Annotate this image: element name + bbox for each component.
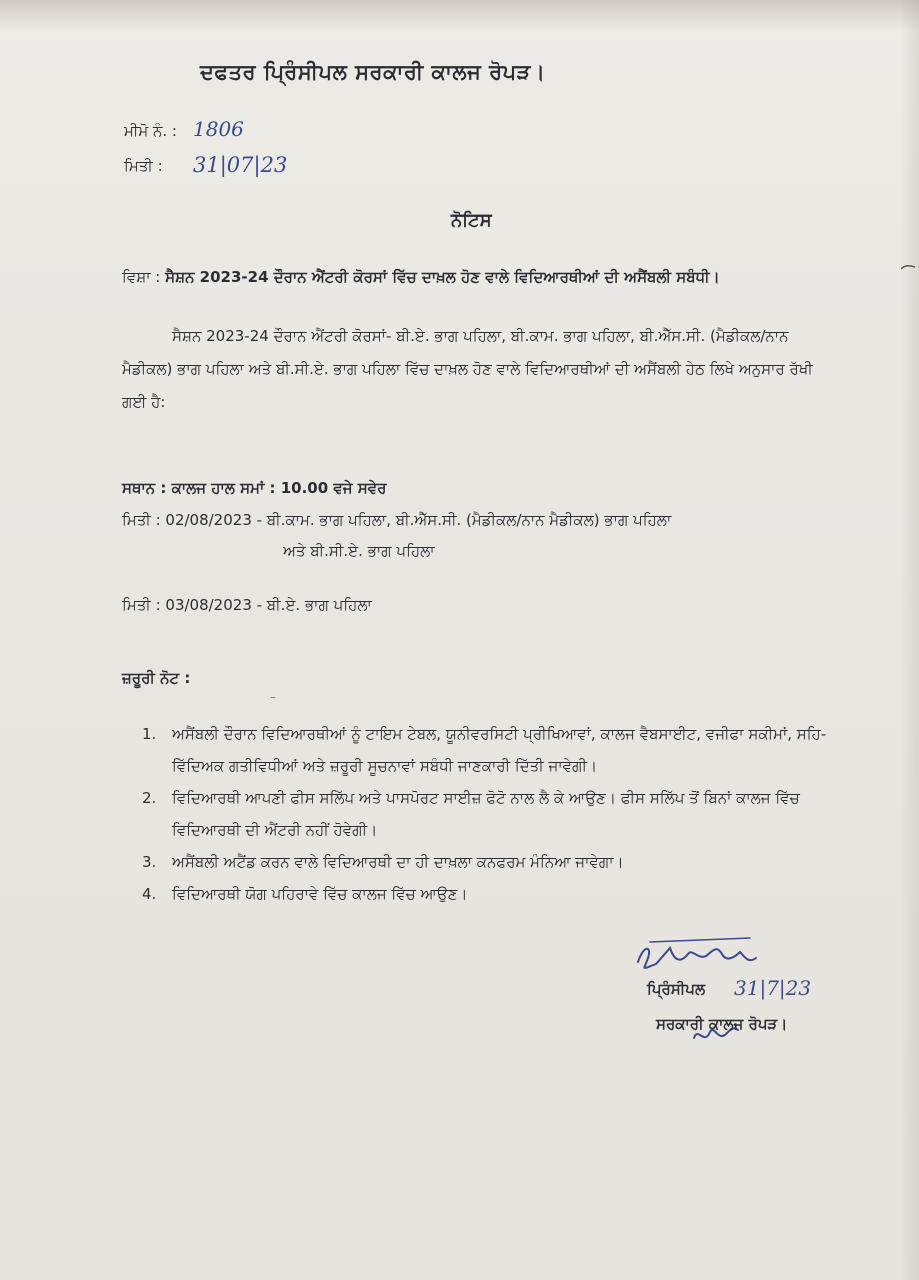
place-time-line: ਸਥਾਨ : ਕਾਲਜ ਹਾਲ ਸਮਾਂ : 10.00 ਵਜੇ ਸਵੇਰ — [122, 479, 387, 497]
list-item — [142, 846, 834, 878]
list-item — [142, 718, 834, 782]
notes-list — [142, 718, 834, 910]
signature-date: 31|7|23 — [734, 976, 812, 1000]
subject-label: ਵਿਸ਼ਾ : — [122, 268, 161, 286]
list-item — [142, 782, 834, 846]
memo-date-value: 31|07|23 — [193, 153, 288, 177]
subject-line — [122, 268, 720, 286]
notice-heading: ਨੋਟਿਸ — [451, 210, 492, 231]
note-text: ਵਿਦਿਆਰਥੀ ਆਪਣੀ ਫੀਸ ਸਲਿੱਪ ਅਤੇ ਪਾਸਪੋਰਟ ਸਾਈਜ਼ ਫੋਟੋ ਨਾਲ ਲੈ ਕੇ ਆਉਣ। ਫੀਸ ਸਲਿੱਪ ਤੋਂ ਬਿਨਾਂ ਕਾਲਜ ਵਿੱਚ ਵਿਦਿਆਰਥੀ ਦੀ ਐਂਟਰੀ ਨਹੀਂ ਹੋਵੇਗੀ। — [172, 789, 800, 839]
right-edge-shadow — [901, 0, 919, 1280]
note-number: 2. — [142, 789, 157, 807]
notes-heading: ਜ਼ਰੂਰੀ ਨੋਟ : — [122, 669, 191, 687]
note-text: ਅਸੈਂਬਲੀ ਅਟੈਂਡ ਕਰਨ ਵਾਲੇ ਵਿਦਿਆਰਥੀ ਦਾ ਹੀ ਦਾਖ਼ਲਾ ਕਨਫਰਮ ਮੰਨਿਆ ਜਾਵੇਗਾ। — [172, 853, 624, 871]
note-number: 1. — [142, 725, 157, 743]
signature-college: ਸਰਕਾਰੀ ਕਾਲਜ ਰੋਪੜ। — [656, 1015, 788, 1033]
stray-mark: – — [270, 690, 276, 704]
edge-mark-icon — [901, 263, 915, 273]
memo-number-value: 1806 — [193, 117, 244, 141]
note-number: 3. — [142, 853, 157, 871]
office-title: ਦਫਤਰ ਪ੍ਰਿੰਸੀਪਲ ਸਰਕਾਰੀ ਕਾਲਜ ਰੋਪੜ। — [200, 60, 546, 84]
edge-mark — [901, 258, 915, 268]
schedule-date-1: ਮਿਤੀ : 02/08/2023 - ਬੀ.ਕਾਮ. ਭਾਗ ਪਹਿਲਾ, ਬੀ.ਐੱਸ.ਸੀ. (ਮੈਡੀਕਲ/ਨਾਨ ਮੈਡੀਕਲ) ਭਾਗ ਪਹਿਲਾ — [122, 511, 672, 529]
note-text: ਵਿਦਿਆਰਥੀ ਯੋਗ ਪਹਿਰਾਵੇ ਵਿੱਚ ਕਾਲਜ ਵਿੱਚ ਆਉਣ। — [172, 885, 468, 903]
memo-number-label: ਮੀਮੋ ਨੰ. : — [124, 122, 177, 140]
list-item — [142, 878, 834, 910]
schedule-date-2: ਮਿਤੀ : 03/08/2023 - ਬੀ.ਏ. ਭਾਗ ਪਹਿਲਾ — [122, 596, 372, 614]
schedule-date-1-continued: ਅਤੇ ਬੀ.ਸੀ.ਏ. ਭਾਗ ਪਹਿਲਾ — [283, 542, 435, 560]
memo-date-label: ਮਿਤੀ : — [124, 157, 163, 175]
top-shadow — [0, 0, 919, 30]
subject-text: ਸੈਸ਼ਨ 2023-24 ਦੌਰਾਨ ਐਂਟਰੀ ਕੋਰਸਾਂ ਵਿੱਚ ਦਾਖ਼ਲ ਹੋਣ ਵਾਲੇ ਵਿਦਿਆਰਥੀਆਂ ਦੀ ਅਸੈਂਬਲੀ ਸਬੰਧੀ। — [165, 268, 720, 286]
note-text: ਅਸੈਂਬਲੀ ਦੌਰਾਨ ਵਿਦਿਆਰਥੀਆਂ ਨੂੰ ਟਾਇਮ ਟੇਬਲ, ਯੂਨੀਵਰਸਿਟੀ ਪ੍ਰੀਖਿਆਵਾਂ, ਕਾਲਜ ਵੈਬਸਾਈਟ, ਵਜੀਫਾ ਸਕੀਮਾਂ, ਸਹਿ-ਵਿੱਦਿਅਕ ਗਤੀਵਿਧੀਆਂ ਅਤੇ ਜ਼ਰੂਰੀ ਸੂਚਨਾਵਾਂ ਸਬੰਧੀ ਜਾਣਕਾਰੀ ਦਿੱਤੀ ਜਾਵੇਗੀ। — [172, 725, 827, 775]
note-number: 4. — [142, 885, 157, 903]
body-paragraph: ਸੈਸ਼ਨ 2023-24 ਦੌਰਾਨ ਐਂਟਰੀ ਕੋਰਸਾਂ- ਬੀ.ਏ. ਭਾਗ ਪਹਿਲਾ, ਬੀ.ਕਾਮ. ਭਾਗ ਪਹਿਲਾ, ਬੀ.ਐੱਸ.ਸੀ. (ਮੈਡੀਕਲ/ਨਾਨ ਮੈਡੀਕਲ) ਭਾਗ ਪਹਿਲਾ ਅਤੇ ਬੀ.ਸੀ.ਏ. ਭਾਗ ਪਹਿਲਾ ਵਿੱਚ ਦਾਖ਼ਲ ਹੋਣ ਵਾਲੇ ਵਿਦਿਆਰਥੀਆਂ ਦੀ ਅਸੈਂਬਲੀ ਹੇਠ ਲਿਖੇ ਅਨੁਸਾਰ ਰੱਖੀ ਗਈ ਹੈ: — [122, 327, 813, 411]
principal-title: ਪ੍ਰਿੰਸੀਪਲ — [647, 980, 706, 998]
